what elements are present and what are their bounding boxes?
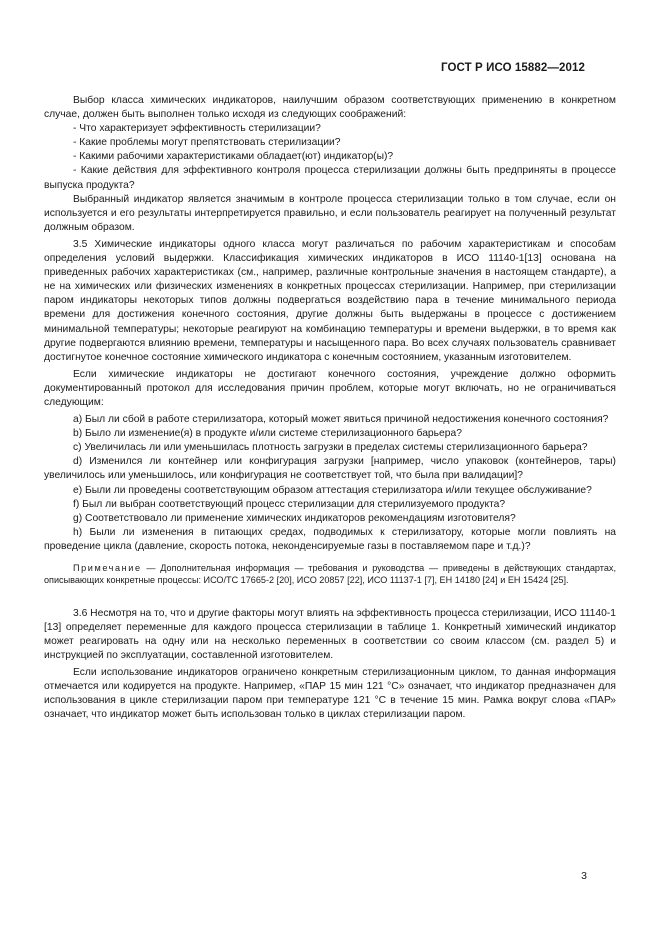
question-item: - Что характеризует эффективность стерилизации? (73, 123, 321, 135)
list-item-e: e) Были ли проведены соответствующим образом аттестация стерилизатора и/или текущее обслуживание? (73, 484, 592, 496)
question-item: - Какими рабочими характеристиками обладает(ют) индикатор(ы)? (73, 151, 394, 163)
paragraph-selection-intro: Выбор класса химических индикаторов, наилучшим образом соответствующих применению в конкретном случае, должен быть выполнен только исходя из следующих соображений: (44, 95, 616, 121)
note-label: Примечание (73, 563, 142, 573)
paragraph-indicator-significance: Выбранный индикатор является значимым в контроле процесса стерилизации только в том случае, если он используется и его результаты интерпретируется правильно, и если пользователь реагирует на полученный результат должным образом. (44, 193, 616, 233)
page-number: 3 (581, 870, 587, 882)
document-body (44, 94, 616, 723)
question-item: - Какие проблемы могут препятствовать стерилизации? (73, 137, 341, 149)
list-item-c: c) Увеличилась ли или уменьшилась плотность загрузки в пределах системы стерилизационного барьера? (73, 442, 588, 454)
list-item-d: d) Изменился ли контейнер или конфигурация загрузки [например, число упаковок (контейнеров, тары) увеличилось или уменьшилось, или конфигурация не соответствует той, что была при валидации]? (44, 456, 616, 482)
list-item-b: b) Было ли изменение(я) в продукте и/или системе стерилизационного барьера? (73, 428, 462, 440)
list-item-h: h) Были ли изменения в питающих средах, подводимых к стерилизатору, которые могли повлиять на проведение цикла (давление, скорость потока, неконденсируемые газы в поставляемом паре и т.д.)? (44, 526, 616, 552)
paragraph-section-3-5: 3.5 Химические индикаторы одного класса могут различаться по рабочим характеристикам и способам определения условий выдержки. Классификация химических индикаторов в ИСО 11140-1[13] основана на приведенных рабочих характеристиках (см., например, различные контрольные значения в настоящем стандарте), а не на химических или физических изменениях в конкретных процессах стерилизации. Например, при стерилизации паром индикаторы некоторых типов должны подвергаться воздействию пара в течение минимального периода времени для достижения конечного состояния, другие должны быть выдержаны в процессе с достижением минимальной температуры; некоторые реагируют на комбинацию температуры и времени выдержки, в то время как другие подвергаются влиянию времени, температуры и насыщенного пара. Во всех случаях пользователь сравнивает достигнутое конечное состояние химического индикатора с конечным состоянием, указанным изготовителем. (44, 238, 616, 363)
list-item-g: g) Соответствовало ли применение химических индикаторов рекомендациям изготовителя? (73, 512, 516, 524)
document-code-header: ГОСТ Р ИСО 15882—2012 (440, 62, 585, 74)
note-block (44, 562, 616, 587)
paragraph-investigation-protocol: Если химические индикаторы не достигают конечного состояния, учреждение должно оформить документированный протокол для исследования причин проблем, которые могут включать, но не ограничиваться следующим: (44, 368, 616, 408)
paragraph-section-3-6: 3.6 Несмотря на то, что и другие факторы могут влиять на эффективность процесса стерилизации, ИСО 11140-1 [13] определяет переменные для каждого процесса стерилизации в таблице 1. Конкретный химический индикатор может реагировать на одну или на несколько переменных в соответствии со своим классом (см. раздел 5) и инструкцией по эксплуатации, составленной изготовителем. (44, 607, 616, 662)
note-text: — Дополнительная информация — требования и руководства — приведены в действующих стандартах, описывающих конкретные процессы: ИСО/ТС 17665-2 [20], ИСО 20857 [22], ИСО 11137-1 [7], ЕН 14180 [24] и ЕН 15424 [25]. (44, 563, 616, 586)
question-item: - Какие действия для эффективного контроля процесса стерилизации должны быть предприняты в процессе выпуска продукта? (44, 165, 616, 191)
list-item-a: а) Был ли сбой в работе стерилизатора, который может явиться причиной недостижения конечного состояния? (73, 414, 609, 426)
list-item-f: f) Был ли выбран соответствующий процесс стерилизации для стерилизуемого продукта? (73, 498, 506, 510)
paragraph-cycle-marking: Если использование индикаторов ограничено конкретным стерилизационным циклом, то данная информация отмечается или кодируется на продукте. Например, «ПАР 15 мин 121 °С» означает, что индикатор предназначен для использования в цикле стерилизации паром при температуре 121 °С в течение 15 мин. Рамка вокруг слова «ПАР» означает, что индикатор может быть использован только в циклах стерилизации паром. (44, 667, 616, 721)
